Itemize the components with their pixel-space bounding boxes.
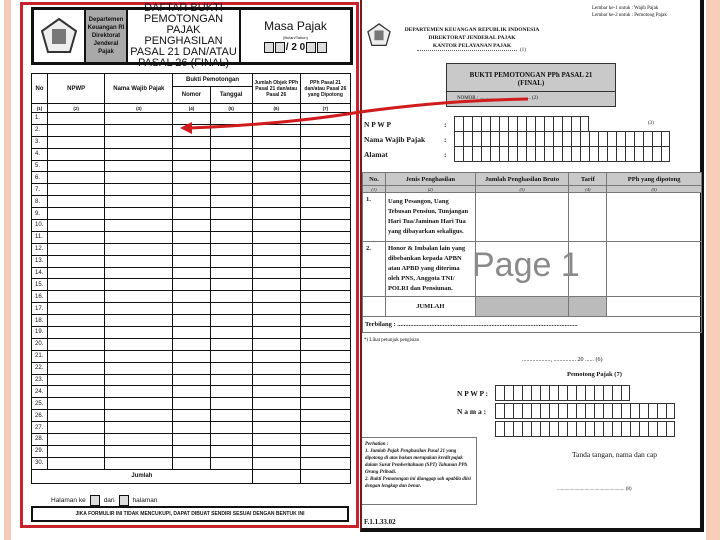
date-field[interactable]: ..................., ............... 20 ...... (6) [522,357,603,363]
row-number: 3. [32,136,48,148]
year-prefix: / 2 0 [285,42,306,53]
arrowhead-icon [180,122,192,134]
col-pph: PPh Pasal 21 dan/atau Pasal 26 yang Dipotong [300,74,350,104]
col-no: No [32,74,48,104]
row-number: 19. [32,327,48,339]
row-number: 18. [32,315,48,327]
npwp-ref: (3) [648,121,654,126]
row-number: 5. [32,160,48,172]
form-code: F.1.1.33.02 [364,518,396,526]
col-id: (3) [105,104,173,113]
form-title: BUKTI PEMOTONGAN PPh PASAL 21 (FINAL) [447,64,615,92]
col-id: (2) [48,104,105,113]
row-number: 8. [32,196,48,208]
form-note: JIKA FORMULIR INI TIDAK MENCUKUPI, DAPAT DIBUAT SENDIRI SESUAI DENGAN BENTUK INI [31,506,349,522]
row-number: 6. [32,172,48,184]
signature-label: Tanda tangan, nama dan cap [572,450,658,459]
col-header: Jumlah Penghasilan Bruto [475,173,569,186]
org-ref: (1) [520,48,526,53]
org-line-3: KANTOR PELAYANAN PAJAK [432,43,512,49]
col-id: (7) [300,104,350,113]
pemotong-label: Pemotong Pajak (7) [567,371,622,378]
org-line-2: DIREKTORAT JENDERAL PAJAK [428,35,516,41]
total-label: Jumlah [32,469,253,483]
p-nama-label: N a m a : [457,407,487,416]
total-label: JUMLAH [385,297,475,317]
perhatian-1: 1. Jumlah Pajak Penghasilan Pasal 21 yang dipotong di atas bukan merupakan kredit pajak dalam Surat Pemberitahuan (SPT) Tahunan PPh Orang Pribadi. [365,449,468,475]
row-number: 17. [32,303,48,315]
col-npwp: NPWP [48,74,105,104]
masa-sub: (Bulan/Tahun) [283,35,308,40]
npwp-label: N P W P [364,120,392,129]
row-number: 12. [32,243,48,255]
col-id: (4) [173,104,210,113]
row-number: 14. [32,267,48,279]
row-number: 15. [32,279,48,291]
copy-note-2: Lembar ke-2 untuk : Pemotong Pajak [592,13,667,18]
col-id: (4) [569,186,607,193]
item-text: Uang Pesangon, Uang Tebusan Pensiun, Tunjangan Hari Tua/Jaminan Hari Tua yang dibayarkan sekaligus. [385,193,475,242]
col-id: (1) [363,186,386,193]
col-header: Tarif [569,173,607,186]
footnote: *) Lihat petunjuk pengisian [364,338,420,343]
masa-label: Masa Pajak [264,19,327,33]
col-id: (5) [210,104,252,113]
page-suffix: halaman [132,497,158,504]
org-line-1: DEPARTEMEN KEUANGAN REPUBLIK INDONESIA [404,27,540,33]
page-watermark: Page 1 [472,246,580,284]
row-number: 13. [32,255,48,267]
col-nama: Nama Wajib Pajak [105,74,173,104]
row-number: 20. [32,338,48,350]
row-number: 23. [32,374,48,386]
col-header: PPh yang dipotong [607,173,702,186]
row-number: 1. [32,113,48,125]
item-text: Honor & Imbalan lain yang dibebankan kepada APBN atau APBD yang diterima oleh PNS, Anggota TNI/ POLRI dan Pensiunan. [385,242,475,297]
item-no: 2. [363,242,386,297]
col-id: (2) [385,186,475,193]
copy-note-1: Lembar ke-1 untuk : Wajib Pajak [592,6,659,11]
alamat-label: Alamat [364,150,388,159]
row-number: 10. [32,220,48,232]
row-number: 2. [32,124,48,136]
dept-name: Departemen Keuangan RI Direktorat Jenderal Pajak [86,10,128,62]
colon: : [444,120,447,129]
row-number: 30. [32,457,48,469]
signature-line[interactable]: ...................................................... (8) [557,487,632,492]
row-number: 21. [32,350,48,362]
row-number: 29. [32,445,48,457]
perhatian-title: Perhatian : [365,442,389,447]
col-header: No. [363,173,386,186]
colon: : [444,135,447,144]
col-id: (5) [607,186,702,193]
col-jumlah: Jumlah Objek PPh Pasal 21 dan/atau Pasal 26 [252,74,300,104]
col-header: Jenis Penghasilan [385,173,475,186]
colon: : [444,150,447,159]
row-number: 27. [32,422,48,434]
form-title: DAFTAR BUKTI PEMOTONGAN PAJAK PENGHASILAN PASAL 21 DAN/ATAU PASAL 26 (FINAL) [128,10,241,62]
nama-label: Nama Wajib Pajak [364,135,426,144]
row-number: 26. [32,410,48,422]
col-nomor: Nomor [173,87,210,104]
page-of-label: dari [103,497,115,504]
nomor-field[interactable]: NOMOR : ......................................... (2) [457,96,538,101]
row-number: 24. [32,386,48,398]
perhatian-2: 2. Bukti Pemotongan ini dianggap sah apabila diisi dengan lengkap dan benar. [365,477,471,489]
item-no: 1. [363,193,386,242]
terbilang-field[interactable]: Terbilang : ............................................................................................................... [363,317,702,333]
row-number: 16. [32,291,48,303]
col-id: (6) [252,104,300,113]
row-number: 4. [32,148,48,160]
row-number: 9. [32,208,48,220]
row-number: 25. [32,398,48,410]
col-id: (1) [32,104,48,113]
col-bukti: Bukti Pemotongan [173,74,252,87]
row-number: 22. [32,362,48,374]
p-npwp-label: N P W P : [457,389,488,398]
row-number: 7. [32,184,48,196]
col-id: (3) [475,186,569,193]
row-number: 11. [32,231,48,243]
page-label: Halaman ke [51,497,86,504]
col-tanggal: Tanggal [210,87,252,104]
row-number: 28. [32,434,48,446]
